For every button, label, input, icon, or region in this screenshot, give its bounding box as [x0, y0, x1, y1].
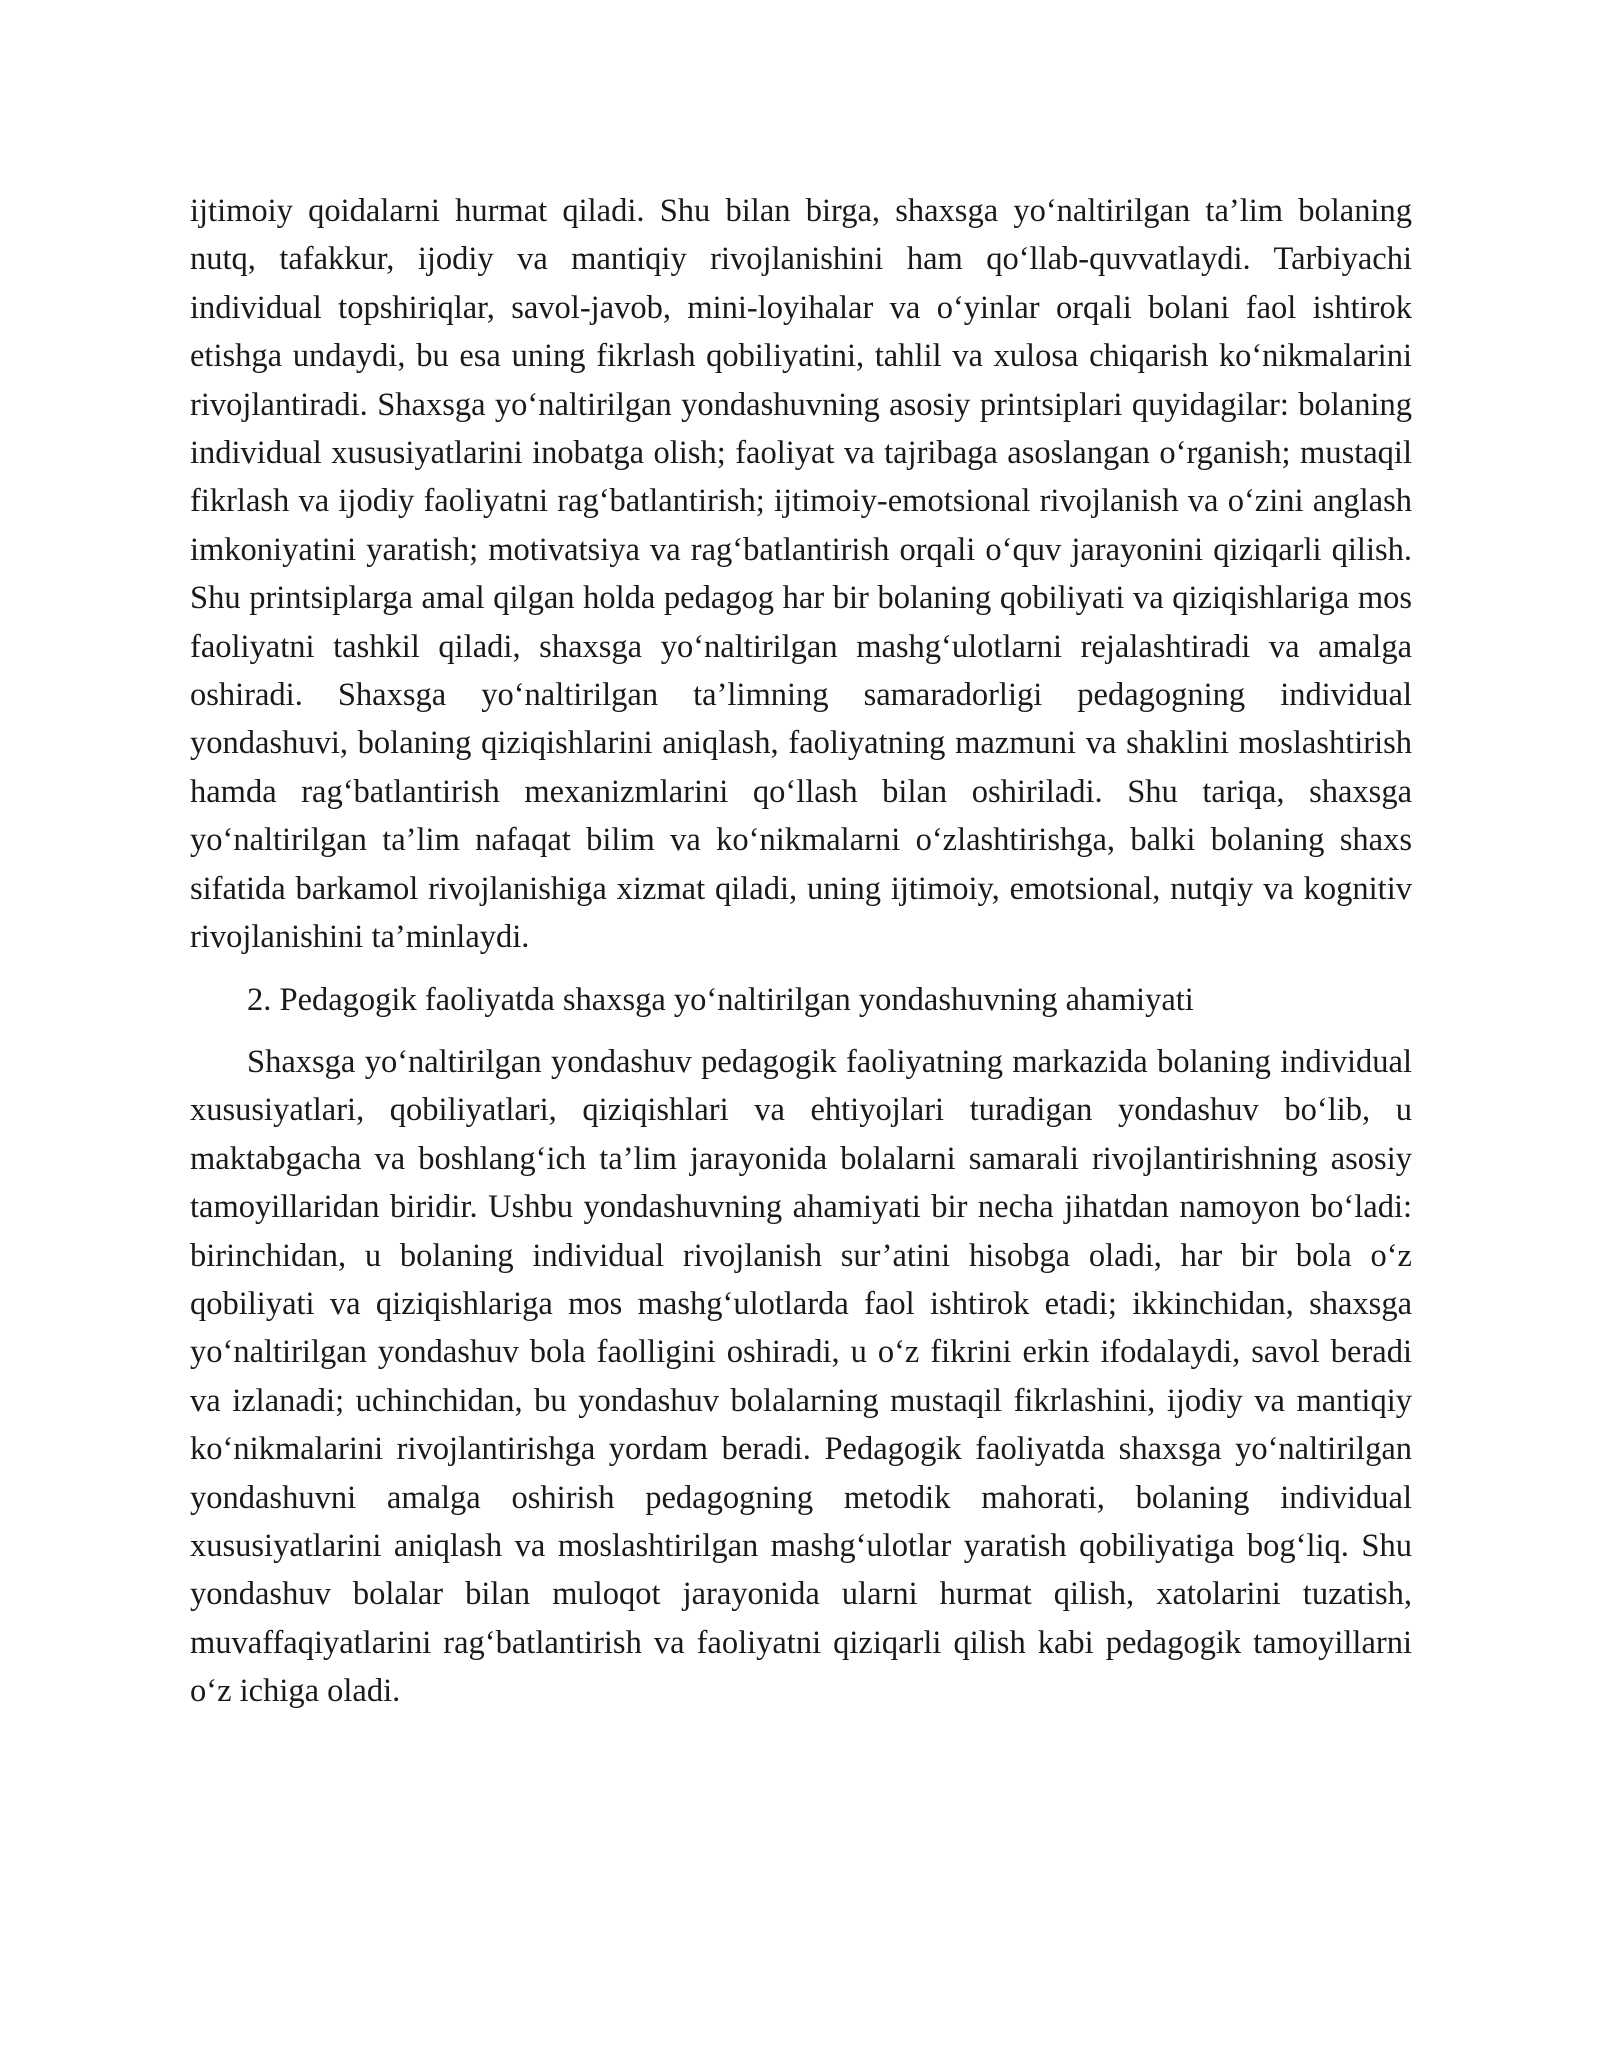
section-heading: 2. Pedagogik faoliyatda shaxsga yo‘naltirilgan yondashuvning ahamiyati: [247, 981, 1194, 1018]
document-body: [190, 187, 1412, 1716]
paragraph-continued: ijtimoiy qoidalarni hurmat qiladi. Shu bilan birga, shaxsga yo‘naltirilgan ta’lim bolaning nutq, tafakkur, ijodiy va mantiqiy rivojlanishini ham qo‘llab-quvvatlaydi. Tarbiyachi individual topshiriqlar, savol-javob, mini-loyihalar va o‘yinlar orqali bolani faol ishtirok etishga undaydi, bu esa uning fikrlash qobiliyatini, tahlil va xulosa chiqarish ko‘nikmalarini rivojlantiradi. Shaxsga yo‘naltirilgan yondashuvning asosiy printsiplari quyidagilar: bolaning individual xususiyatlarini inobatga olish; faoliyat va tajribaga asoslangan o‘rganish; mustaqil fikrlash va ijodiy faoliyatni rag‘batlantirish; ijtimoiy-emotsional rivojlanish va o‘zini anglash imkoniyatini yaratish; motivatsiya va rag‘batlantirish orqali o‘quv jarayonini qiziqarli qilish. Shu printsiplarga amal qilgan holda pedagog har bir bolaning qobiliyati va qiziqishlariga mos faoliyatni tashkil qiladi, shaxsga yo‘naltirilgan mashg‘ulotlarni rejalashtiradi va amalga oshiradi. Shaxsga yo‘naltirilgan ta’limning samaradorligi pedagogning individual yondashuvi, bolaning qiziqishlarini aniqlash, faoliyatning mazmuni va shaklini moslashtirish hamda rag‘batlantirish mexanizmlarini qo‘llash bilan oshiriladi. Shu tariqa, shaxsga yo‘naltirilgan ta’lim nafaqat bilim va ko‘nikmalarni o‘zlashtirishga, balki bolaning shaxs sifatida barkamol rivojlanishiga xizmat qiladi, uning ijtimoiy, emotsional, nutqiy va kognitiv rivojlanishini ta’minlaydi.: [190, 193, 1412, 956]
section-paragraph: Shaxsga yo‘naltirilgan yondashuv pedagogik faoliyatning markazida bolaning individual xususiyatlari, qobiliyatlari, qiziqishlari va ehtiyojlari turadigan yondashuv bo‘lib, u maktabgacha va boshlang‘ich ta’lim jarayonida bolalarni samarali rivojlantirishning asosiy tamoyillaridan biridir. Ushbu yondashuvning ahamiyati bir necha jihatdan namoyon bo‘ladi: birinchidan, u bolaning individual rivojlanish sur’atini hisobga oladi, har bir bola o‘z qobiliyati va qiziqishlariga mos mashg‘ulotlarda faol ishtirok etadi; ikkinchidan, shaxsga yo‘naltirilgan yondashuv bola faolligini oshiradi, u o‘z fikrini erkin ifodalaydi, savol beradi va izlanadi; uchinchidan, bu yondashuv bolalarning mustaqil fikrlashini, ijodiy va mantiqiy ko‘nikmalarini rivojlantirishga yordam beradi. Pedagogik faoliyatda shaxsga yo‘naltirilgan yondashuvni amalga oshirish pedagogning metodik mahorati, bolaning individual xususiyatlarini aniqlash va moslashtirilgan mashg‘ulotlar yaratish qobiliyatiga bog‘liq. Shu yondashuv bolalar bilan muloqot jarayonida ularni hurmat qilish, xatolarini tuzatish, muvaffaqiyatlarini rag‘batlantirish va faoliyatni qiziqarli qilish kabi pedagogik tamoyillarni o‘z ichiga oladi.: [190, 1043, 1412, 1710]
